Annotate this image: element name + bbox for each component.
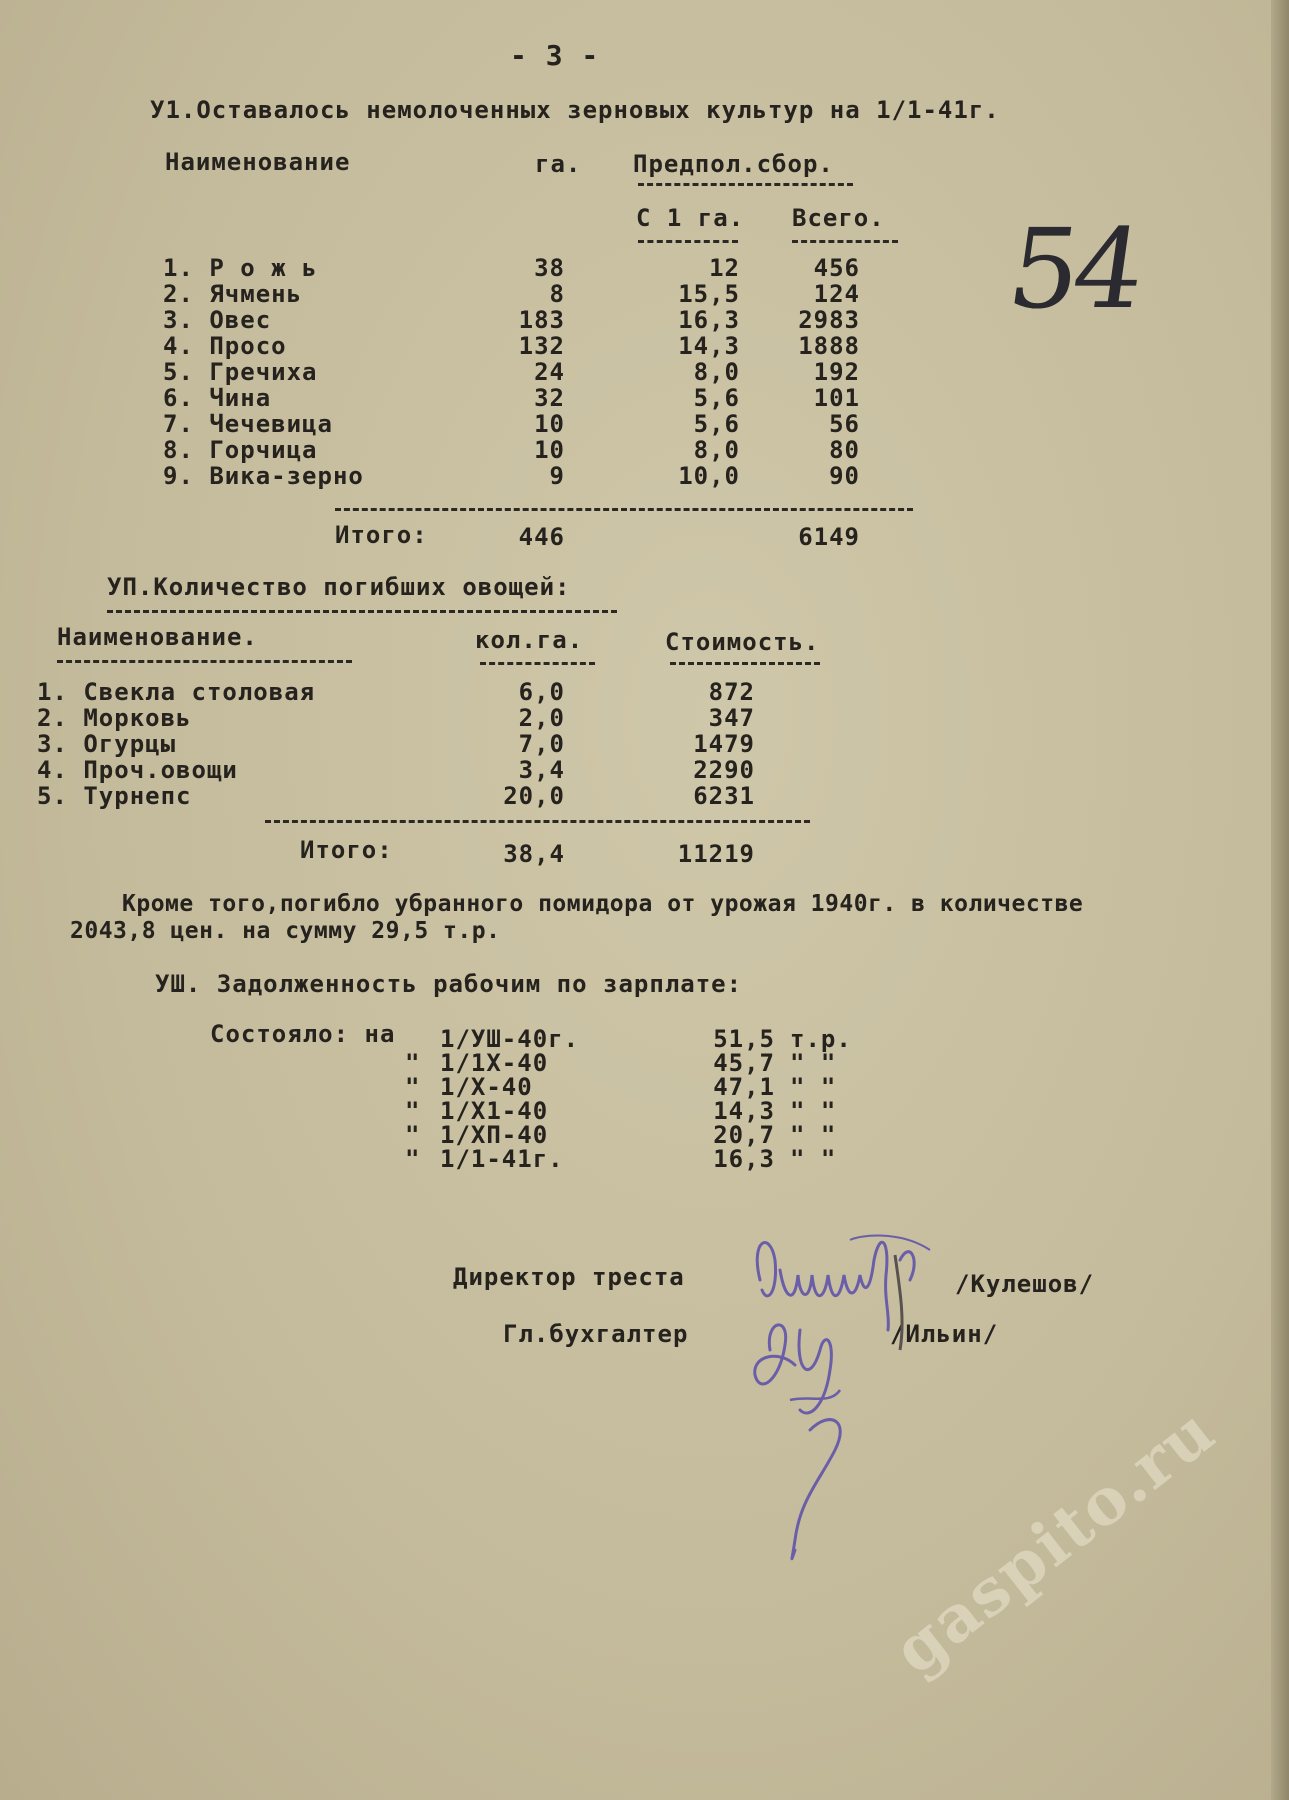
crop-per-ha: 16,3 [678, 306, 740, 334]
debt-amount: 14,3 [713, 1097, 775, 1125]
crop-name: 7. Чечевица [163, 410, 333, 438]
ditto-mark: " [405, 1121, 421, 1149]
vegetable-ha: 7,0 [518, 730, 565, 758]
crop-ha: 38 [534, 254, 565, 282]
section7-header-name: Наименование. [57, 623, 258, 651]
debt-unit: т.р. [790, 1025, 852, 1053]
accountant-name: /Ильин/ [890, 1320, 999, 1348]
section6-header-total: Всего. [792, 204, 885, 232]
divider [638, 183, 853, 186]
crop-ha: 32 [534, 384, 565, 412]
crop-per-ha: 15,5 [678, 280, 740, 308]
section6-header-ha: га. [535, 150, 582, 178]
debt-amount: 16,3 [713, 1145, 775, 1173]
crop-total: 124 [813, 280, 860, 308]
section7-total-cost: 11219 [677, 840, 755, 868]
crop-total: 90 [829, 462, 860, 490]
vegetable-cost: 347 [708, 704, 755, 732]
crop-per-ha: 10,0 [678, 462, 740, 490]
section6-title: У1.Оставалось немолоченных зерновых культур на 1/1-41г. [150, 96, 1000, 124]
divider [57, 660, 352, 663]
ditto-mark: " [405, 1049, 421, 1077]
vegetable-ha: 6,0 [518, 678, 565, 706]
debt-unit: " " [790, 1049, 837, 1077]
section7-total-label: Итого: [300, 836, 393, 864]
page-edge [1271, 0, 1289, 1800]
crop-per-ha: 8,0 [693, 436, 740, 464]
crop-total: 56 [829, 410, 860, 438]
debt-amount: 45,7 [713, 1049, 775, 1077]
divider [638, 240, 738, 243]
crop-name: 5. Гречиха [163, 358, 318, 386]
vegetable-name: 2. Морковь [37, 704, 192, 732]
ditto-mark: " [405, 1097, 421, 1125]
crop-name: 6. Чина [163, 384, 272, 412]
crop-total: 456 [813, 254, 860, 282]
crop-per-ha: 12 [709, 254, 740, 282]
vegetable-ha: 2,0 [518, 704, 565, 732]
section7-header-cost: Стоимость. [665, 628, 820, 656]
debt-date: 1/УШ-40г. [440, 1025, 580, 1053]
crop-ha: 24 [534, 358, 565, 386]
section6-total-sum: 6149 [798, 523, 860, 551]
debt-amount: 20,7 [713, 1121, 775, 1149]
vegetable-name: 1. Свекла столовая [37, 678, 316, 706]
crop-ha: 10 [534, 436, 565, 464]
debt-date: 1/1-41г. [440, 1145, 564, 1173]
divider [792, 240, 898, 243]
vegetable-cost: 1479 [693, 730, 755, 758]
debt-amount: 47,1 [713, 1073, 775, 1101]
debt-date: 1/Х1-40 [440, 1097, 549, 1125]
crop-name: 4. Просо [163, 332, 287, 360]
crop-total: 192 [813, 358, 860, 386]
debt-date: 1/Х-40 [440, 1073, 533, 1101]
section6-header-per-ha: С 1 га. [636, 204, 745, 232]
section8-label: Состояло: на [210, 1020, 396, 1048]
accountant-label: Гл.бухгалтер [503, 1320, 689, 1348]
director-name: /Кулешов/ [955, 1270, 1095, 1298]
crop-total: 101 [813, 384, 860, 412]
crop-ha: 132 [518, 332, 565, 360]
ditto-mark: " [405, 1145, 421, 1173]
section6-header-yield: Предпол.сбор. [633, 150, 834, 178]
crop-name: 2. Ячмень [163, 280, 303, 308]
crop-name: 3. Овес [163, 306, 272, 334]
section6-total-label: Итого: [335, 521, 428, 549]
divider [670, 662, 820, 665]
section7-title: УП.Количество погибших овощей: [107, 573, 571, 601]
crop-per-ha: 5,6 [693, 384, 740, 412]
page-number: - 3 - [510, 39, 600, 72]
vegetable-name: 3. Огурцы [37, 730, 177, 758]
vegetable-cost: 2290 [693, 756, 755, 784]
crop-name: 1. Р о ж ь [163, 254, 318, 282]
crop-ha: 9 [549, 462, 565, 490]
crop-name: 9. Вика-зерно [163, 462, 364, 490]
debt-unit: " " [790, 1073, 837, 1101]
crop-ha: 8 [549, 280, 565, 308]
crop-total: 2983 [798, 306, 860, 334]
divider [107, 610, 617, 613]
archive-number: 54 [1001, 205, 1147, 333]
section7-header-ha: кол.га. [475, 626, 584, 654]
crop-total: 1888 [798, 332, 860, 360]
divider [480, 662, 595, 665]
vegetable-cost: 6231 [693, 782, 755, 810]
crop-ha: 10 [534, 410, 565, 438]
vegetable-cost: 872 [708, 678, 755, 706]
vegetable-ha: 3,4 [518, 756, 565, 784]
vegetable-name: 5. Турнепс [37, 782, 192, 810]
crop-name: 8. Горчица [163, 436, 318, 464]
debt-unit: " " [790, 1121, 837, 1149]
section6-header-name: Наименование [165, 148, 351, 176]
ditto-mark: " [405, 1073, 421, 1101]
section7-total-ha: 38,4 [503, 840, 565, 868]
accountant-signature [740, 1310, 880, 1570]
debt-amount: 51,5 [713, 1025, 775, 1053]
vegetable-ha: 20,0 [503, 782, 565, 810]
debt-date: 1/ХП-40 [440, 1121, 549, 1149]
crop-total: 80 [829, 436, 860, 464]
debt-date: 1/1Х-40 [440, 1049, 549, 1077]
vegetable-name: 4. Проч.овощи [37, 756, 238, 784]
note-line-1: Кроме того,погибло убранного помидора от урожая 1940г. в количестве [122, 891, 1084, 917]
crop-per-ha: 14,3 [678, 332, 740, 360]
section6-total-ha: 446 [518, 523, 565, 551]
crop-per-ha: 5,6 [693, 410, 740, 438]
debt-unit: " " [790, 1097, 837, 1125]
debt-unit: " " [790, 1145, 837, 1173]
crop-ha: 183 [518, 306, 565, 334]
section8-title: УШ. Задолженность рабочим по зарплате: [155, 970, 743, 998]
divider [265, 820, 810, 823]
watermark: gaspito.ru [880, 1392, 1230, 1690]
divider [335, 508, 913, 511]
director-label: Директор треста [453, 1263, 685, 1291]
note-line-2: 2043,8 цен. на сумму 29,5 т.р. [70, 918, 501, 944]
crop-per-ha: 8,0 [693, 358, 740, 386]
